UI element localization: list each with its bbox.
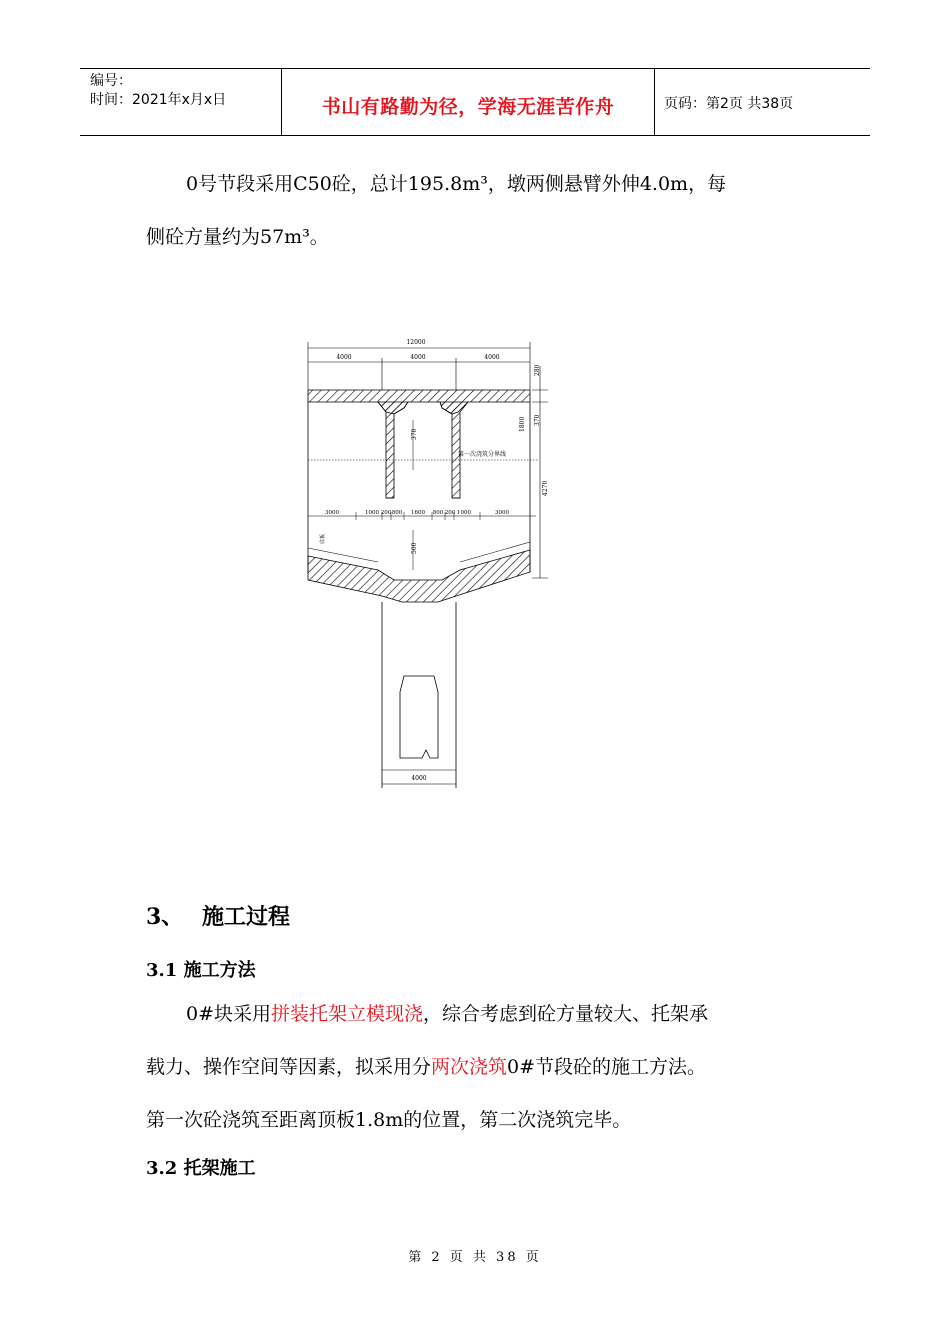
bottom-slab	[308, 550, 530, 602]
dim-bottom-6: 800	[432, 510, 444, 516]
method-highlight-1: 拼装托架立模现浇	[271, 1003, 424, 1025]
header-top-rule	[80, 68, 870, 69]
intro-line-1: 0号节段采用C50砼，总计195.8m³，墩两侧悬臂外伸4.0m，每	[186, 173, 727, 195]
dim-bottom-7: 200	[444, 510, 456, 516]
dim-bottom-2: 1000	[365, 510, 379, 516]
dim-bottom-8: 1000	[457, 510, 471, 516]
dim-right-a: 1800	[519, 416, 526, 432]
section-3-1-paragraph	[146, 988, 808, 1147]
header-page-info: 页码：第2页 共38页	[664, 96, 794, 112]
box-girder-section-drawing	[296, 330, 566, 792]
dim-bottom-4: 800	[391, 510, 403, 516]
pour-boundary-label: 第一次浇筑分界线	[457, 451, 507, 458]
dim-top-slab: 280	[534, 364, 541, 376]
document-number-label: 编号：	[90, 73, 132, 89]
document-date: 时间：2021年x月x日	[90, 92, 227, 108]
method-highlight-2: 两次浇筑	[431, 1056, 508, 1078]
dim-total-width: 12000	[406, 339, 426, 346]
header-motto: 书山有路勤为径，学海无涯苦作舟	[321, 96, 615, 118]
dim-bottom-5: 1600	[411, 510, 425, 516]
pier-outline	[400, 676, 438, 758]
right-web	[440, 402, 468, 498]
header-divider-2	[654, 68, 655, 136]
dim-total-height: 4270	[542, 480, 549, 496]
dim-pier-width: 4000	[411, 775, 427, 782]
dim-web-lower: 500	[411, 542, 418, 554]
method-line-2: 载力、操作空间等因素，拟采用分两次浇筑0#节段砼的施工方法。	[146, 1056, 707, 1078]
section-drawing-svg	[296, 330, 566, 792]
section-3-heading	[146, 900, 290, 931]
method-line-3: 第一次砼浇筑至距离顶板1.8m的位置，第二次浇筑完毕。	[146, 1109, 632, 1131]
dim-bottom-1: 3000	[325, 510, 339, 516]
dim-middle-width: 4000	[410, 354, 426, 361]
section-3-1-heading: 3.1 施工方法	[146, 960, 256, 981]
left-web	[378, 402, 408, 498]
dim-bottom-9: 3000	[495, 510, 509, 516]
section-3-2-heading: 3.2 托架施工	[146, 1158, 256, 1179]
bottom-slab-note: 底板	[320, 533, 326, 544]
method-line-1: 0#块采用拼装托架立模现浇，综合考虑到砼方量较大、托架承	[186, 1003, 709, 1025]
top-slab	[308, 390, 530, 414]
dim-left-width: 4000	[336, 354, 352, 361]
intro-line-2: 侧砼方量约为57m³。	[146, 226, 329, 248]
section-3-number: 3、	[146, 904, 184, 930]
dim-right-b: 370	[534, 414, 541, 426]
dim-right-width: 4000	[484, 354, 500, 361]
header-left-block	[90, 72, 226, 110]
header-bottom-rule	[80, 135, 870, 136]
dim-bottom-3: 200	[380, 510, 392, 516]
page-footer: 第 2 页 共 38 页	[408, 1250, 542, 1265]
section-3-title: 施工过程	[202, 904, 291, 930]
dim-web-upper: 370	[411, 428, 418, 440]
intro-paragraph	[146, 158, 808, 264]
